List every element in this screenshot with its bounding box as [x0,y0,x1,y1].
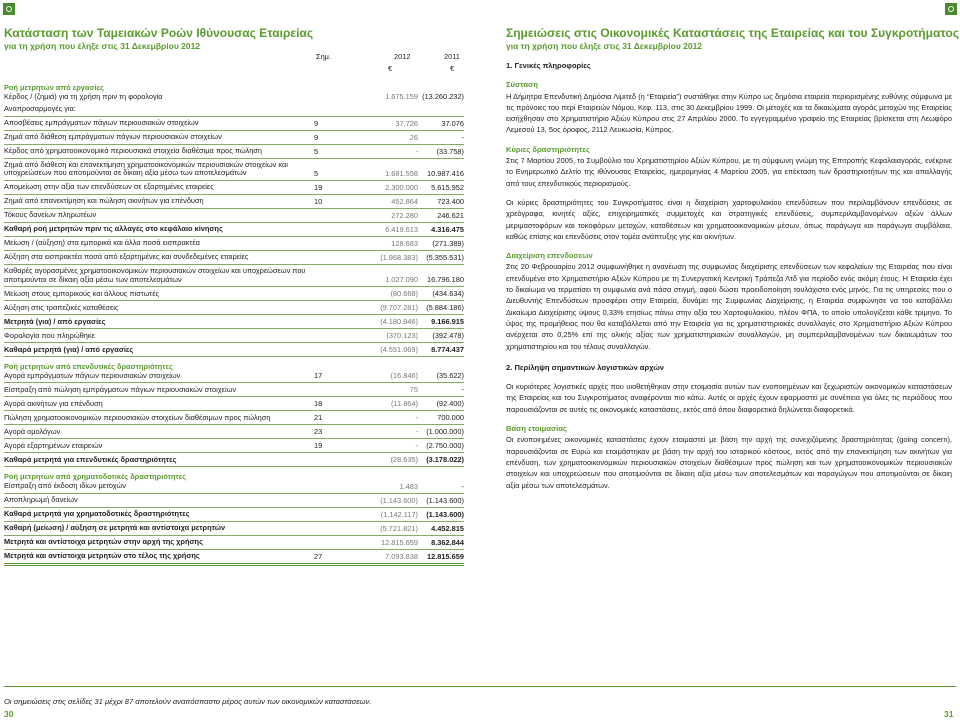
row-value-2011: - [461,132,464,142]
row-value-2012: (1.142.117) [380,509,418,519]
subheading-incorporation: Σύσταση [506,80,538,90]
year-2012-header: 2012 [394,52,411,61]
table-row [4,237,464,251]
row-label-cell [4,211,314,220]
row-label: Πώληση χρηματοοικονομικών περιουσιακών στοιχείων διαθέσιμων προς πώληση [4,412,271,422]
table-row [4,397,464,411]
row-label-cell [4,400,314,409]
row-label-cell [4,363,314,380]
row-note: 9 [314,118,319,128]
row-label-cell [4,456,314,465]
currency-2011: € [450,64,455,73]
row-value-2011: (271.389) [432,238,464,248]
row-value-2011: (1.143.600) [426,509,464,519]
row-value-2012: 128.683 [391,238,418,248]
row-label: Είσπραξη από έκδοση ιδίων μετοχών [4,480,126,490]
row-value-2012: (370.123) [386,331,418,341]
row-label-cell [4,473,314,490]
table-row [4,117,464,131]
row-note: 5 [314,168,319,178]
row-value-2011: 8.362.844 [431,537,464,547]
row-label: Καθαρά μετρητά για επενδυτικές δραστηριότητες [4,454,177,464]
row-label-cell [4,253,314,262]
row-value-2011: (434.634) [432,289,464,299]
row-value-2011: 4.316.475 [431,224,464,234]
row-note: 18 [314,399,323,409]
subheading-investment-management: Διαχείριση επενδύσεων [506,251,593,261]
row-value-2012: - [415,427,418,437]
corner-ornament-icon [3,3,15,15]
row-label: Ζημιά από διάθεση εμπράγματων πάγιων περιουσιακών στοιχείων [4,132,222,142]
table-row [4,223,464,237]
row-label-cell [4,119,314,128]
row-value-2011: (92.400) [436,399,464,409]
paragraph-activities: Στις 7 Μαρτίου 2005, το Συμβούλιο του Χρηματιστηρίου Αξιών Κύπρου, με τη σύμφωνη γνώμη της Επιτροπής Κεφαλαιαγοράς, ενέκρινε το Ενημερωτικό Δελτίο της ιθύνουσας Εταιρείας, ημερομηνίας 4 Μαρτίου 2005, για επέκταση των δραστηριοτήτων της και απαλλαγής από τους επενδυτικούς περιορισμούς. [506,156,952,188]
table-row [4,329,464,343]
footer-divider [4,686,956,687]
row-label-cell [4,267,314,284]
row-value-2012: - [415,146,418,156]
paragraph-investment-management: Στις 20 Φεβρουαρίου 2012 συμφωνήθηκε η ανανέωση της συμφωνίας διαχείρισης επενδύσεων των κεφαλαίων της Εταιρείας που είναι επενδυμένα στο Χρηματιστήριο Αξιών Κύπρου με τη Συνεργατική Κεντρική Τράπεζα Λτδ για περίοδο ενός ακόμη έτους. Η Εταιρεία έχει το δικαίωμα να τερματίσει τη συμφωνία ανά πάσα στιγμή, αφού δώσει προειδοποίηση τουλάχιστο ενός μηνός. Για τις υπηρεσίες που ο Διευθυντής Επενδύσεων προσφέρει στην Εταιρεία, δυνάμει της Συμφωνίας Διαχείρισης, η Εταιρεία συμφώνησε να του καταβάλλει Δικαίωμα Διαχείρισης ύψους 0,33% ετησίως πάνω στην αξία του Χαρτοφυλακίου, πλέον ΦΠΑ, το οποίο υπολογίζεται κάθε τρίμηνο. Το ύψος της προμήθειας που θα καταβάλλεται από την Εταιρεία για τις χρηματιστηριακές συναλλαγές στο Χρηματιστήριο Αξιών Κύπρου ανέρχεται στο 0,25% επί της ολικής αξίας των χρηματιστηριακών συναλλαγών, μη συμπεριλαμβανομένων των δικαιωμάτων του χρηματιστηρίου και του τέλους συναλλαγών. [506,262,952,351]
row-label: Αγορά εξαρτημένων εταιρειών [4,440,103,450]
row-value-2012: (4.180.946) [380,317,418,327]
table-row [4,550,464,566]
row-label-cell [4,414,314,423]
row-value-2011: (1.000.000) [426,427,464,437]
row-label-cell [4,318,314,327]
row-value-2012: 7.093.838 [385,551,418,561]
row-value-2011: 16.796.180 [427,275,464,285]
row-label: Αγορά ακινήτων για επένδυση [4,398,103,408]
row-value-2011: (13.260.232) [422,92,464,102]
row-value-2012: (16.846) [390,371,418,381]
row-label: Καθαρά μετρητά για χρηματοδοτικές δραστηριότητες [4,508,190,518]
table-row [4,287,464,301]
row-value-2012: (4.551.069) [380,345,418,355]
row-value-2011: 5.615.952 [431,182,464,192]
section-heading: Ροή μετρητών από χρηματοδοτικές δραστηριότητες [4,472,187,482]
row-note: 9 [314,132,319,142]
row-label: Καθαρές αγορασμένες χρηματοοικονομικών περιουσιακών στοιχείων και υποχρεώσεων που αποτιμούνται σε δίκαιη αξία μέσω των αποτελεσμάτων [4,265,306,284]
currency-2012: € [388,64,393,73]
row-value-2011: (33.758) [436,146,464,156]
row-value-2011: 4.452.815 [431,523,464,533]
paragraph-activities-2: Οι κύριες δραστηριότητες του Συγκροτήματος είναι η διαχείριση χαρτοφυλακίου επενδύσεων που περιλαμβάνουν επενδύσεις σε χρεόγραφα, κινητές αξίες, επιχειρηματικές συμμετοχές και στρατηγικές επενδύσεις, συμπεριλαμβανομένων αξιών άλλων μεριμαστοφόρων και τοκοφόρων μετοχών, καταθέσεων και χρηματοοικονομικών μέσων, όπως παράγωγα και παράγωγα συμβόλαια, καθώς επίσης και επενδύσεις στον τομέα ανάπτυξης γης και ακινήτων. [506,197,952,241]
year-2011-header: 2011 [444,52,460,61]
subheading-basis-of-preparation: Βάση ετοιμασίας [506,424,567,434]
table-row [4,508,464,522]
row-label-cell [4,442,314,451]
table-row [4,131,464,145]
table-row [4,522,464,536]
row-note: 21 [314,413,323,423]
table-row [4,453,464,467]
row-label-cell [4,552,314,561]
row-label: Απομείωση στην αξία των επενδύσεων σε εξαρτημένες εταιρείες [4,182,214,192]
row-note: 23 [314,427,323,437]
row-value-2012: (11.864) [391,399,418,409]
row-value-2012: (1.143.600) [380,495,418,505]
row-label-cell [4,147,314,156]
row-value-2011: (1.143.600) [426,495,464,505]
row-label-cell [4,197,314,206]
corner-ornament-icon [945,3,957,15]
row-label-cell [4,510,314,519]
paragraph-incorporation: Η Δήμητρα Επενδυτική Δημόσια Λίμιτεδ (η “Εταιρεία”) συστάθηκε στην Κύπρο ως δημόσια εταιρεία περιορισμένης ευθύνης σύμφωνα με τις πρόνοιες του περί Εταιρειών Νόμου, Κεφ. 113, στις 30 Δεκεμβρίου 1999. Οι μετοχές και τα δικαιώματα αγοράς μετοχών της Εταιρείας εισήχθησαν στο Χρηματιστήριο Αξιών Κύπρου στις 27 Απριλίου 2000. Το εγγεγραμμένο γραφείο της Εταιρείας βρίσκεται στη Λεωφόρο Λεμεσού 13, 5ος όροφος, 2112 Λευκωσία, Κύπρος. [506,91,952,135]
row-value-2012: 2.300.000 [385,182,418,192]
row-value-2011: - [461,385,464,395]
table-row [4,439,464,453]
table-row [4,145,464,159]
row-value-2012: 1.483 [399,481,418,491]
row-value-2011: 246.621 [437,210,464,220]
table-row [4,209,464,223]
row-value-2011: (2.750.000) [426,441,464,451]
table-row [4,471,464,493]
row-label: Κέρδος από χρηματοοικονομικά περιουσιακά στοιχεία διαθέσιμα προς πώληση [4,146,262,156]
row-label: Αύξηση στις τραπεζικές καταθέσεις [4,302,119,312]
row-value-2012: 12.815.659 [381,537,418,547]
row-value-2011: 37.076 [441,118,464,128]
row-value-2011: - [461,481,464,491]
row-value-2011: 9.166.915 [431,317,464,327]
right-page-number: 31 [944,709,954,719]
cash-flow-table [4,52,464,566]
row-label-cell [4,538,314,547]
row-label: Αποπληρωμή δανείων [4,494,78,504]
notes-body [506,60,952,499]
row-value-2011: (3.178.022) [426,455,464,465]
table-row [4,301,464,315]
row-value-2011: 10.987.416 [427,168,464,178]
row-value-2012: 452.864 [391,196,418,206]
subheading-activities: Κύριες δραστηριότητες [506,144,590,154]
row-value-2012: (9.707.281) [380,303,418,313]
row-label: Καθαρή (μείωση) / αύξηση σε μετρητά και αντίστοιχα μετρητών [4,522,226,532]
table-body [4,82,464,566]
paragraph-basis-of-preparation: Οι ενοποιημένες οικονομικές καταστάσεις έχουν ετοιμαστεί με βάση την αρχή της συνεχιζόμενης δραστηριότητας (going concern), παρουσιάζονται σε Ευρώ και ετοιμάστηκαν με βάση την αρχή του ιστορικού κόστους, εκτός από την επανεκτίμηση των ακινήτων για επένδυση, των χρηματοοικονομικών περιουσιακών στοιχείων διαθέσιμων προς πώληση και των χρηματοοικονομικών περιουσιακών στοιχείων και υποχρεώσεων που αποτιμούνται σε δίκαιη αξία μέσω των αποτελεσμάτων και παραγώγων που αποτιμούνται σε δίκαιη αξία μέσω των αποτελεσμάτων. [506,435,952,490]
table-row [4,103,464,117]
section-heading: Ροή μετρητών από εργασίες [4,83,104,92]
row-label: Είσπραξη από πώληση εμπράγματων πάγιων περιουσιακών στοιχείων [4,384,237,394]
row-value-2012: 75 [409,385,418,395]
section-heading-general: 1. Γενικές πληροφορίες [506,61,591,70]
table-row [4,536,464,550]
row-label: Μετρητά και αντίστοιχα μετρητών στην αρχή της χρήσης [4,536,203,546]
row-value-2012: 26 [409,132,418,142]
row-value-2012: (5.721.821) [380,523,418,533]
table-row [4,383,464,397]
row-label-cell [4,105,314,114]
row-value-2012: 1.675.159 [385,92,418,102]
row-label: Μείωση / (αύξηση) στα εμπορικά και άλλα ποσά εισπρακτέα [4,238,200,248]
row-note: 5 [314,146,319,156]
table-row [4,251,464,265]
table-row [4,195,464,209]
row-label-cell [4,332,314,341]
row-label-cell [4,496,314,505]
row-note: 10 [314,196,323,206]
row-value-2012: 1.027.090 [385,275,418,285]
row-label: Ζημιά από διάθεση και επανεκτίμηση χρηματοοικονομικών περιουσιακών στοιχείων και υποχρεώσεων που αποτιμούνται σε δίκαιη αξία μέσω των αποτελεσμάτων [4,159,288,178]
row-label: Κέρδος / (ζημιά) για τη χρήση πριν τη φορολογία [4,91,163,101]
row-label: Αγορά ομολόγων [4,426,61,436]
row-label: Μείωση στους εμπορικούς και άλλους πιστωτές [4,288,160,298]
row-label-cell [4,183,314,192]
table-row [4,315,464,329]
row-label-cell [4,304,314,313]
row-label: Μετρητά (για) / από εργασίες [4,316,106,326]
table-row [4,265,464,287]
row-value-2011: (5.884.186) [426,303,464,313]
section-heading: Ροή μετρητών από επενδυτικές δραστηριότητες [4,362,173,372]
table-header [4,52,464,64]
row-value-2012: 272.280 [391,210,418,220]
row-label-cell [4,524,314,533]
row-value-2011: 700.000 [437,413,464,423]
row-value-2011: (5.355.531) [426,252,464,262]
row-label: Φορολογία που πληρώθηκε [4,330,95,340]
row-value-2012: - [415,413,418,423]
row-value-2012: (80.668) [390,289,418,299]
row-label: Αποσβέσεις εμπράγματων πάγιων περιουσιακών στοιχείων [4,118,199,128]
table-row [4,159,464,181]
right-page-title: Σημειώσεις στις Οικονομικές Καταστάσεις της Εταιρείας και του Συγκροτήματος [506,26,959,40]
table-row [4,82,464,103]
row-label: Αγορά εμπράγματων πάγιων περιουσιακών στοιχείων [4,370,181,380]
row-label: Αύξηση στα εισπρακτέα ποσά από εξαρτημένες και συνδεδεμένες εταιρείες [4,252,249,262]
row-note: 19 [314,441,323,451]
table-row [4,181,464,195]
row-label: Μετρητά και αντίστοιχα μετρητών στο τέλος της χρήσης [4,550,200,560]
currency-header [4,64,464,76]
row-value-2012: - [415,441,418,451]
table-row [4,425,464,439]
row-label-cell [4,346,314,355]
right-page-subtitle: για τη χρήση που έληξε στις 31 Δεκεμβρίου 2012 [506,41,703,51]
row-label: Αναπροσαρμογές για: [4,104,76,114]
row-value-2011: 8.774.437 [431,345,464,355]
row-note: 27 [314,551,323,561]
row-value-2012: (28.635) [390,455,418,465]
row-value-2012: 1.681.558 [385,168,418,178]
row-label-cell [4,386,314,395]
row-value-2011: 12.815.659 [427,551,464,561]
left-page-number: 30 [4,709,14,719]
table-row [4,343,464,357]
row-label-cell [4,225,314,234]
row-value-2012: 6.419.613 [385,224,418,234]
table-row [4,361,464,383]
row-label: Καθαρή ροή μετρητών πριν τις αλλαγές στο κεφάλαιο κίνησης [4,224,223,234]
row-label-cell [4,133,314,142]
paragraph-accounting-policies: Οι κυριότερες λογιστικές αρχές που υιοθετήθηκαν στην ετοιμασία αυτών των ενοποιημένων και ξεχωριστών οικονομικών καταστάσεων της Εταιρείας και του Συγκροτήματος αναφέρονται πιο κάτω. Αυτές οι αρχές έχουν εφαρμοστεί με συνέπεια για όλες τις περιόδους που παρουσιάζονται σε αυτές τις οικονομικές καταστάσεις, εκτός από όπου διαφορετικά δηλώνεται διαφορετικά. [506,382,952,414]
row-value-2012: (1.968.383) [380,252,418,262]
left-page-subtitle: για τη χρήση που έληξε στις 31 Δεκεμβρίου 2012 [4,41,201,51]
row-value-2012: 37.726 [395,118,418,128]
table-row [4,411,464,425]
row-note: 19 [314,182,323,192]
row-note: 17 [314,371,323,381]
footnote: Οι σημειώσεις στις σελίδες 31 μέχρι 87 αποτελούν αναπόσπαστο μέρος αυτών των οικονομικών καταστάσεων. [4,697,372,706]
row-label-cell [4,290,314,299]
table-row [4,494,464,508]
note-column-header: Σημ. [316,52,331,61]
row-label: Ζημιά από επανεκτίμηση και πώληση ακινήτων για επένδυση [4,196,204,206]
row-label-cell [4,161,314,178]
row-label-cell [4,84,314,101]
row-value-2011: 723.400 [437,196,464,206]
left-page-title: Κατάσταση των Ταμειακών Ροών Ιθύνουσας Εταιρείας [4,26,314,40]
row-label-cell [4,239,314,248]
row-label: Καθαρά μετρητά (για) / από εργασίες [4,344,134,354]
row-label-cell [4,428,314,437]
row-value-2011: (35.622) [436,371,464,381]
section-heading-accounting-policies: 2. Περίληψη σημαντικών λογιστικών αρχών [506,362,665,372]
row-label: Τόκους δανείων πληρωτέων [4,210,97,220]
row-value-2011: (392.478) [432,331,464,341]
